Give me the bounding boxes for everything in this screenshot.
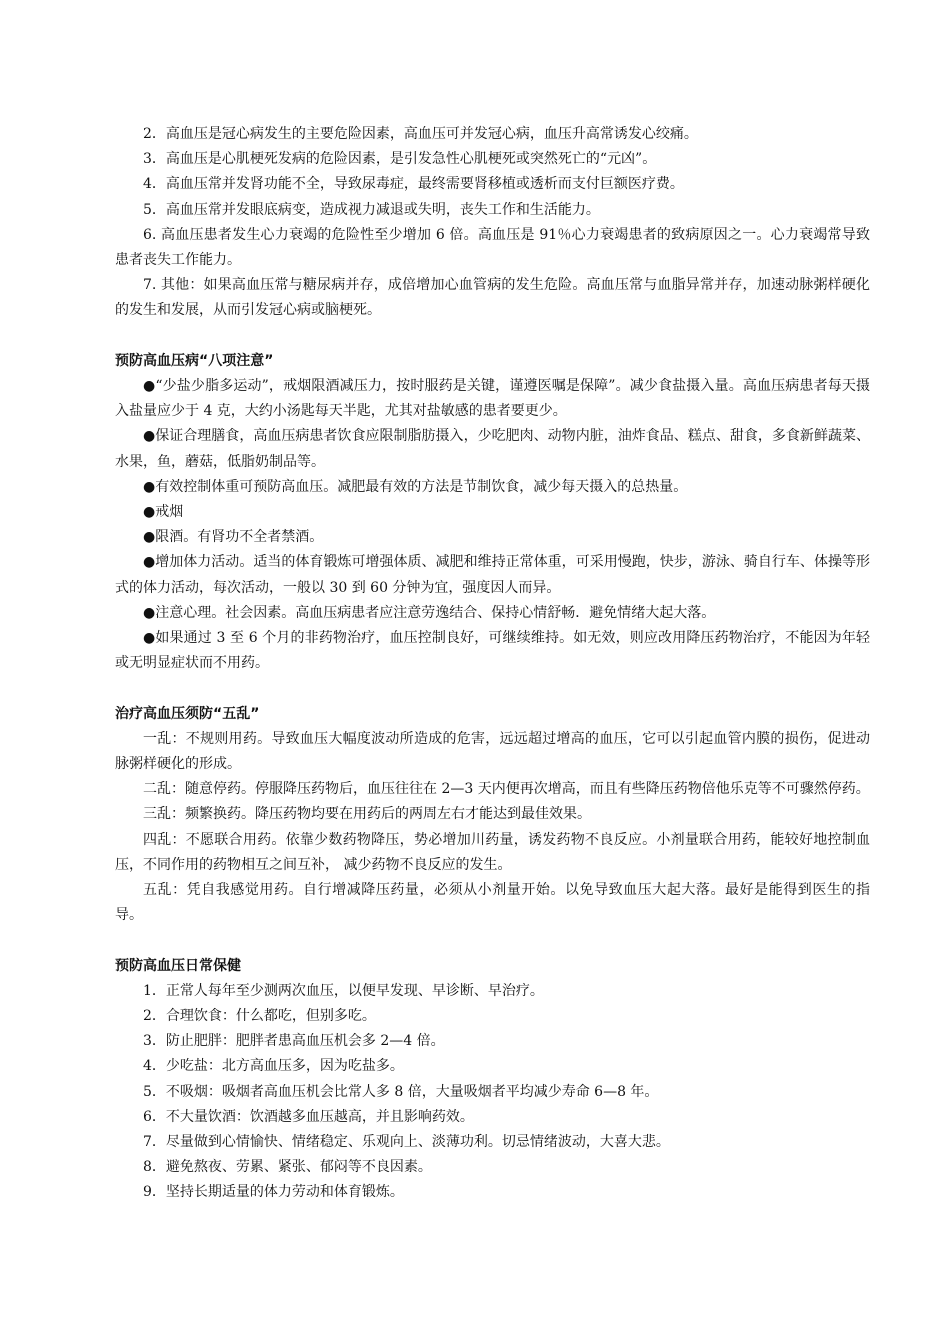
list-item: 一乱：不规则用药。导致血压大幅度波动所造成的危害，远远超过增高的血压，它可以引起血管内膜的损伤，促进动脉粥样硬化的形成。 (115, 730, 870, 773)
list-item: 4．少吃盐：北方高血压多，因为吃盐多。 (143, 1058, 404, 1075)
five-mistakes-section (115, 702, 870, 929)
list-item: 5．不吸烟：吸烟者高血压机会比常人多 8 倍，大量吸烟者平均减少寿命 6—8 年。 (143, 1083, 659, 1100)
list-item: 5．高血压常并发眼底病变，造成视力减退或失明，丧失工作和生活能力。 (143, 201, 600, 218)
list-item: ●保证合理膳食，高血压病患者饮食应限制脂肪摄入，少吃肥肉、动物内脏，油炸食品、糕点、甜食，多食新鲜蔬菜、水果，鱼，蘑菇，低脂奶制品等。 (115, 428, 870, 470)
list-item: 4．高血压常并发肾功能不全，导致尿毒症，最终需要肾移植或透析而支付巨额医疗费。 (143, 176, 684, 193)
list-item: ●增加体力活动。适当的体育锻炼可增强体质、减肥和维持正常体重，可采用慢跑，快步，游泳、骑自行车、体操等形式的体力活动，每次活动，一般以 30 到 60 分钟为宜，强度因人而异。 (115, 554, 870, 596)
list-item: 四乱：不愿联合用药。依靠少数药物降压，势必增加川药量，诱发药物不良反应。小剂量联合用药，能较好地控制血压，不同作用的药物相互之间互补， 减少药物不良反应的发生。 (115, 831, 870, 873)
list-item: 二乱：随意停药。停服降压药物后，血压往往在 2—3 天内便再次增高，而且有些降压药物倍他乐克等不可骤然停药。 (143, 781, 870, 798)
list-item: 3．防止肥胖：肥胖者患高血压机会多 2—4 倍。 (143, 1033, 445, 1050)
list-item: 9．坚持长期适量的体力劳动和体育锻炼。 (143, 1184, 404, 1201)
list-item: 6．不大量饮酒：饮酒越多血压越高，并且影响药效。 (143, 1108, 474, 1125)
list-item: ●“少盐少脂多运动”，戒烟限酒减压力，按时服药是关键，谨遵医嘱是保障”。减少食盐摄入量。高血压病患者每天摄入盐量应少于 4 克，大约小汤匙每天半匙，尤其对盐敏感的患者要更少。 (115, 378, 870, 420)
section-heading: 预防高血压病“八项注意” (115, 352, 274, 369)
section-heading: 治疗高血压须防“五乱” (115, 705, 260, 722)
list-item: 五乱：凭自我感觉用药。自行增减降压药量，必须从小剂量开始。以免导致血压大起大落。最好是能得到医生的指导。 (115, 882, 870, 924)
list-item: ●注意心理。社会因素。高血压病患者应注意劳逸结合、保持心情舒畅．避免情绪大起大落。 (143, 604, 716, 621)
eight-precautions-section (115, 349, 870, 677)
list-item: 7．尽量做到心情愉快、情绪稳定、乐观向上、淡薄功利。切忌情绪波动，大喜大悲。 (143, 1134, 670, 1151)
document-page (115, 122, 870, 1206)
list-item: 6. 高血压患者发生心力衰竭的危险性至少增加 6 倍。高血压是 91％心力衰竭患者的致病原因之一。心力衰竭常导致患者丧失工作能力。 (115, 226, 870, 269)
list-item: 2．合理饮食：什么都吃，但别多吃。 (143, 1008, 376, 1025)
list-item: 三乱：频繁换药。降压药物均要在用药后的两周左右才能达到最佳效果。 (143, 806, 591, 823)
daily-care-section (115, 954, 870, 1206)
section-heading: 预防高血压日常保健 (115, 957, 241, 974)
list-item: 3．高血压是心肌梗死发病的危险因素，是引发急性心肌梗死或突然死亡的“元凶”。 (143, 151, 657, 168)
list-item: ●有效控制体重可预防高血压。减肥最有效的方法是节制饮食，减少每天摄入的总热量。 (143, 478, 688, 495)
list-item: ●如果通过 3 至 6 个月的非药物治疗，血压控制良好，可继续维持。如无效，则应改用降压药物治疗，不能因为年轻或无明显症状而不用药。 (115, 630, 870, 672)
list-item: 1．正常人每年至少测两次血压，以便早发现、早诊断、早治疗。 (143, 982, 544, 999)
list-item: ●戒烟 (143, 504, 184, 521)
list-item: 7. 其他：如果高血压常与糖尿病并存，成倍增加心血管病的发生危险。高血压常与血脂异常并存，加速动脉粥样硬化的发生和发展，从而引发冠心病或脑梗死。 (115, 277, 870, 319)
list-item: 8．避免熬夜、劳累、紧张、郁闷等不良因素。 (143, 1159, 432, 1176)
list-item: ●限酒。有肾功不全者禁酒。 (143, 529, 324, 546)
list-item: 2．高血压是冠心病发生的主要危险因素，高血压可并发冠心病，血压升高常诱发心绞痛。 (143, 126, 698, 142)
complications-list (115, 122, 870, 324)
